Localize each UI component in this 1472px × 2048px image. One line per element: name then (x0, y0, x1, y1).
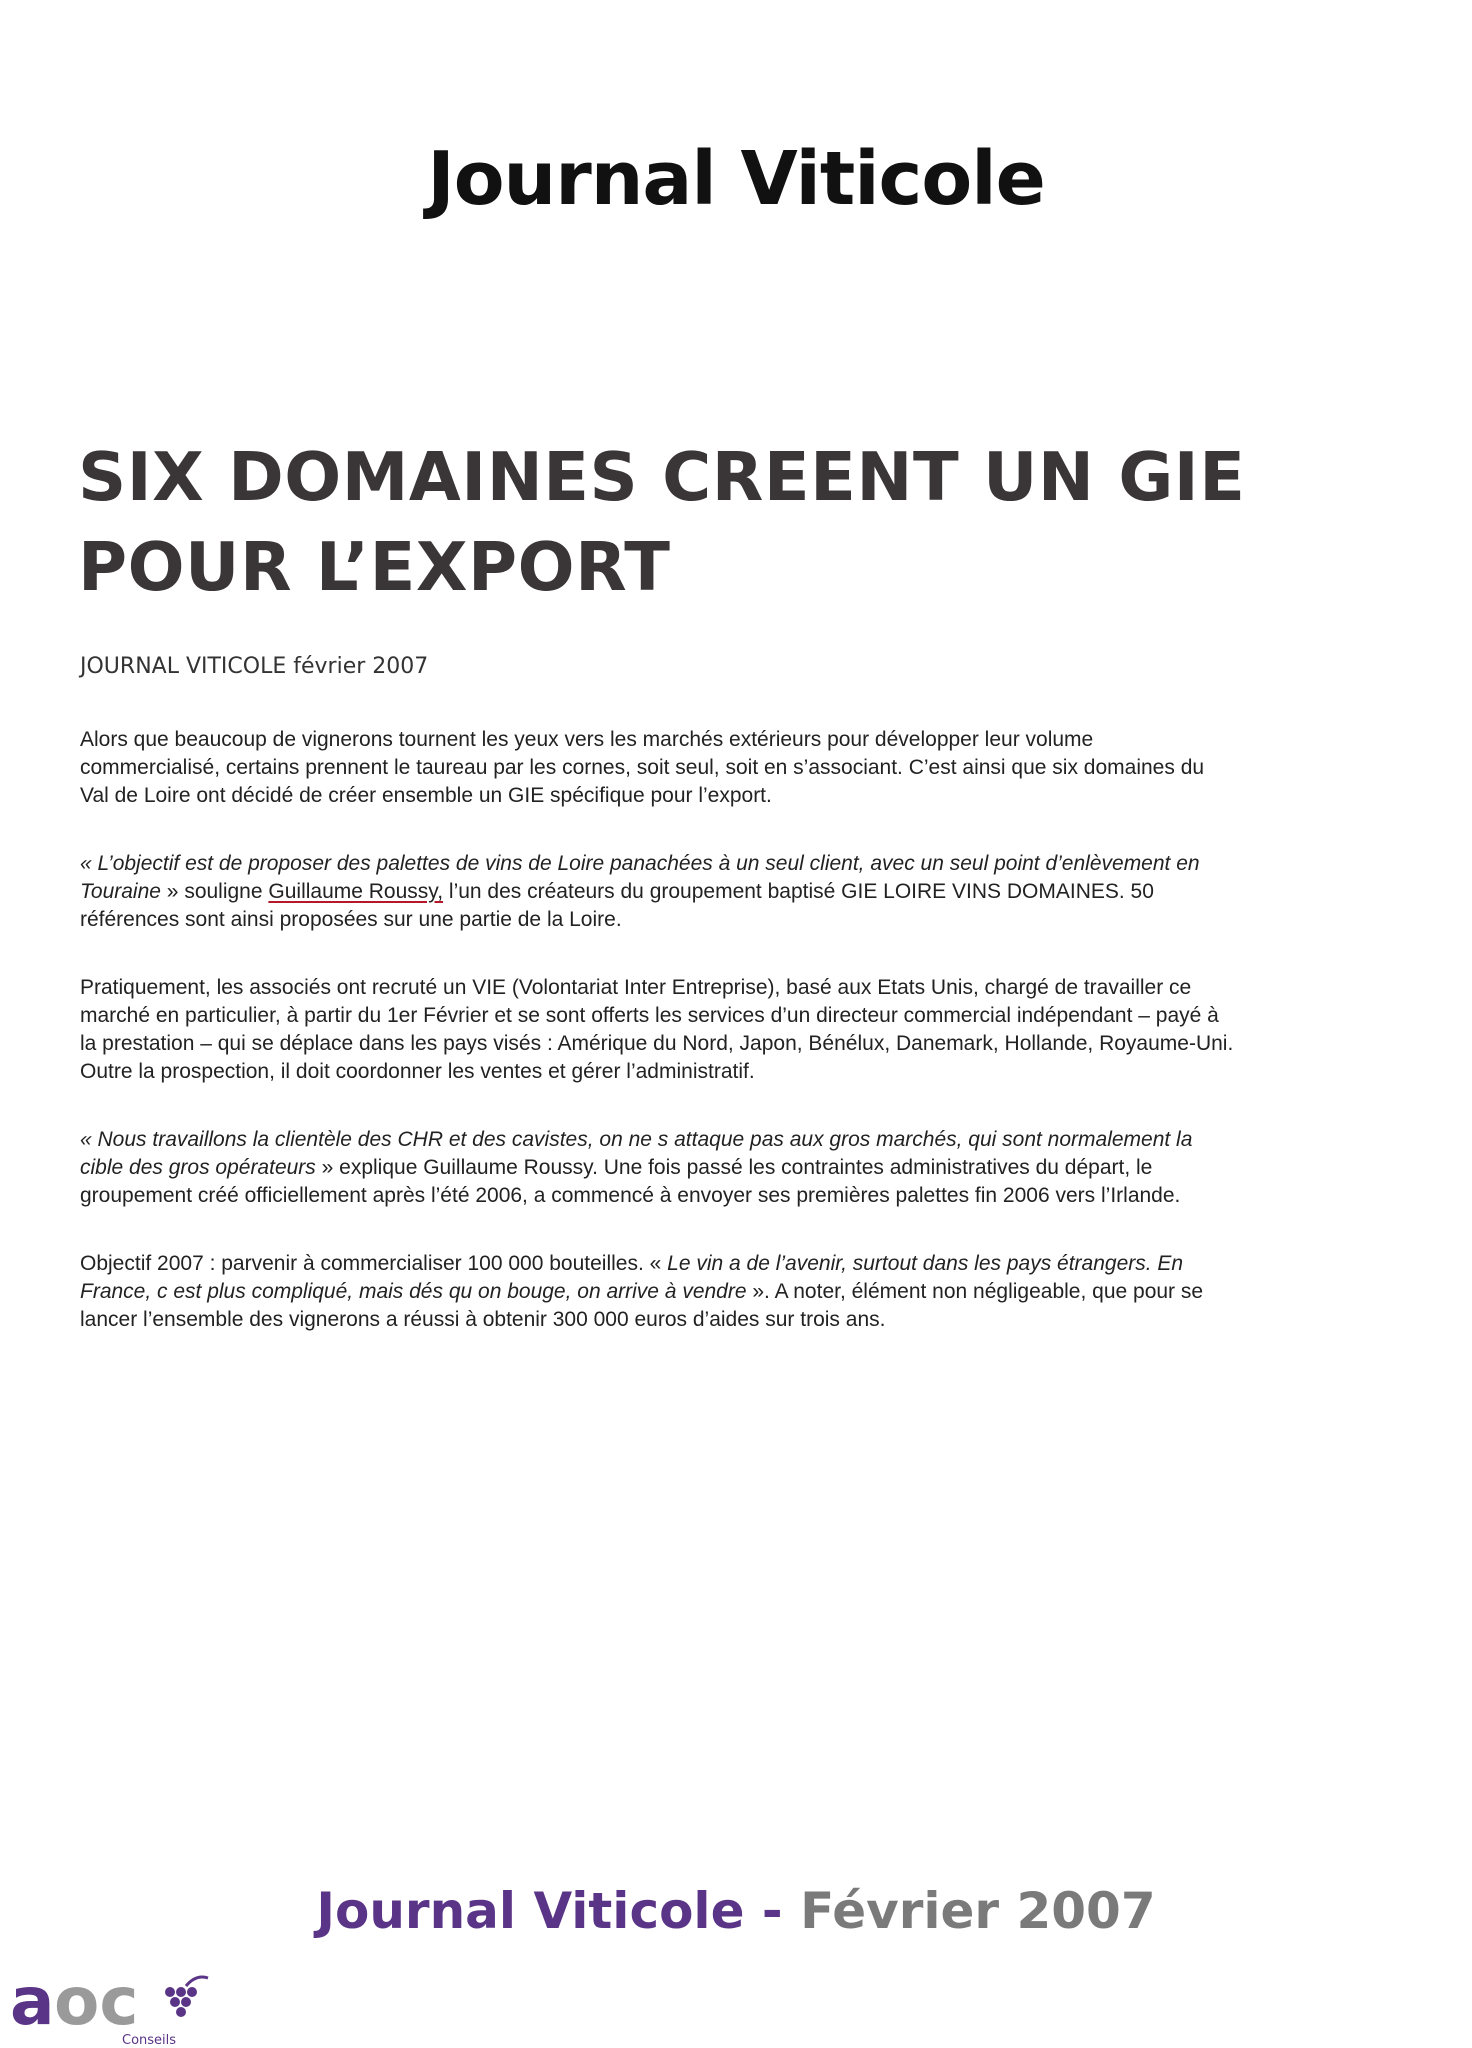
person-name: Guillaume Roussy, (268, 880, 444, 903)
footer-journal-name: Journal Viticole (316, 1882, 745, 1940)
article-paragraph-4 (80, 1126, 1420, 1210)
text-line (80, 1126, 1420, 1154)
quote-text: « Nous travaillons la clientèle des CHR et des cavistes, on ne s attaque pas aux gros marchés, qui sont normalement la (80, 1128, 1193, 1151)
text-line: Pratiquement, les associés ont recruté un VIE (Volontariat Inter Entreprise), basé aux Etats Unis, chargé de travailler ce (80, 976, 1192, 999)
text-line (80, 1154, 1420, 1182)
text-line: la prestation – qui se déplace dans les pays visés : Amérique du Nord, Japon, Bénélux, Danemark, Hollande, Royaume-Uni. (80, 1032, 1234, 1055)
plain-text: » souligne (160, 880, 269, 903)
text-line: références sont ainsi proposées sur une partie de la Loire. (80, 908, 622, 931)
headline-line-2: POUR L’EXPORT (78, 528, 671, 606)
logo-letter-a: a (10, 1966, 55, 2040)
headline-line-1: SIX DOMAINES CREENT UN GIE (78, 438, 1246, 516)
plain-text: Objectif 2007 : parvenir à commercialiser 100 000 bouteilles. « (80, 1252, 668, 1275)
article-source: JOURNAL VITICOLE février 2007 (80, 654, 429, 679)
quote-text: France, c est plus compliqué, mais dés qu on bouge, on arrive à vendre (80, 1280, 747, 1303)
article-paragraph-5 (80, 1250, 1420, 1334)
text-line (80, 1278, 1420, 1306)
article-paragraph-2 (80, 850, 1420, 934)
logo-letters-oc: oc (54, 1966, 139, 2040)
page-title: Journal Viticole (427, 136, 1045, 222)
text-line (80, 850, 1420, 878)
quote-text: Touraine (80, 880, 161, 903)
text-line (80, 878, 1420, 906)
plain-text: l’un des créateurs du groupement baptisé GIE LOIRE VINS DOMAINES. 50 (443, 880, 1154, 903)
text-line: Alors que beaucoup de vignerons tournent les yeux vers les marchés extérieurs pour développer leur volume (80, 728, 1094, 751)
footer-separator: - (744, 1882, 801, 1940)
footer-date: Février 2007 (800, 1882, 1156, 1940)
logo-subtext: Conseils (122, 2033, 177, 2048)
text-line: Val de Loire ont décidé de créer ensemble un GIE spécifique pour l’export. (80, 784, 772, 807)
grape-icon (165, 1977, 208, 2017)
quote-text: « L’objectif est de proposer des palettes de vins de Loire panachées à un seul client, avec un seul point d’enlèvement en (80, 852, 1200, 875)
quote-text: Le vin a de l’avenir, surtout dans les pays étrangers. En (667, 1252, 1184, 1275)
text-line: Outre la prospection, il doit coordonner les ventes et gérer l’administratif. (80, 1060, 755, 1083)
footer-title (0, 1882, 1472, 1940)
quote-text: cible des gros opérateurs (80, 1156, 316, 1179)
text-line: commercialisé, certains prennent le taureau par les cornes, soit seul, soit en s’associant. C’est ainsi que six domaines du (80, 756, 1205, 779)
article-body (80, 726, 1420, 1374)
plain-text: ». A noter, élément non négligeable, que pour se (746, 1280, 1204, 1303)
article-paragraph-3 (80, 974, 1420, 1086)
text-line (80, 1250, 1420, 1278)
plain-text: » explique Guillaume Roussy. Une fois passé les contraintes administratives du départ, le (315, 1156, 1153, 1179)
article-headline (78, 432, 1378, 612)
aoc-conseils-logo (10, 1966, 210, 2048)
text-line: lancer l’ensemble des vignerons a réussi à obtenir 300 000 euros d’aides sur trois ans. (80, 1308, 886, 1331)
text-line: groupement créé officiellement après l’été 2006, a commencé à envoyer ses premières palettes fin 2006 vers l’Irlande. (80, 1184, 1181, 1207)
text-line: marché en particulier, à partir du 1er Février et se sont offerts les services d’un directeur commercial indépendant – payé à (80, 1004, 1219, 1027)
article-paragraph-1 (80, 726, 1420, 810)
